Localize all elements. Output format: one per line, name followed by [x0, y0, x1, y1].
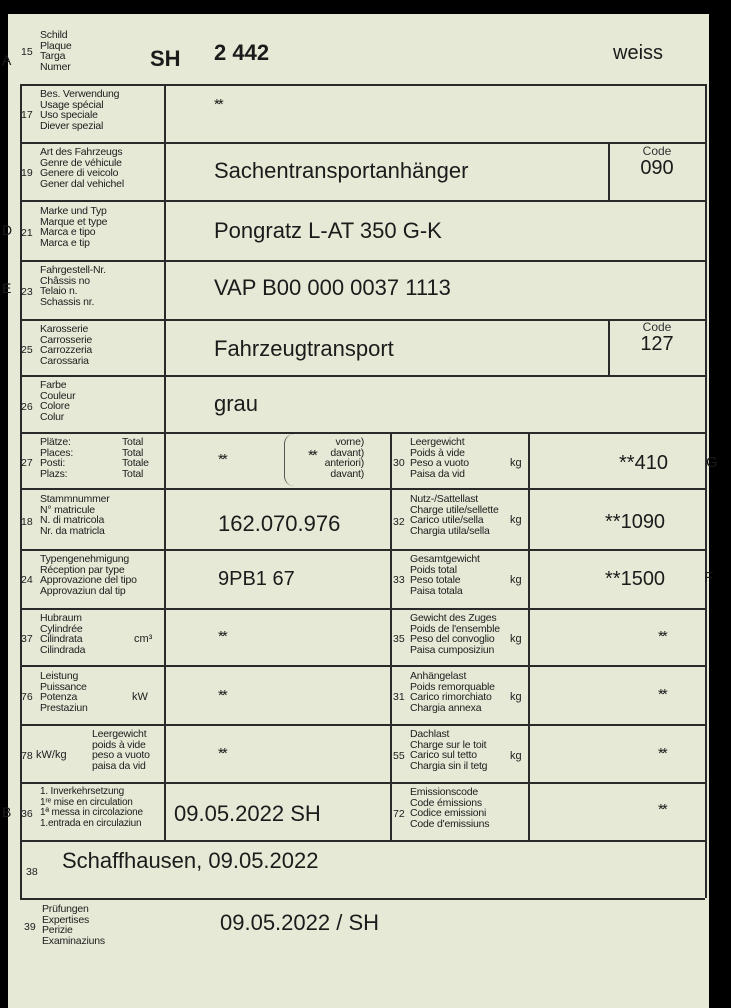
field-number: 24	[21, 574, 33, 586]
row-divider	[20, 260, 705, 262]
unit-kw: kW	[132, 691, 148, 703]
field-label-colour: Farbe Couleur Colore Colur	[40, 379, 76, 423]
seats-front-bracket	[284, 434, 295, 486]
place-date-value: Schaffhausen, 09.05.2022	[62, 848, 319, 873]
field-number: 18	[21, 516, 33, 528]
vehicle-kind-code: Code 090	[640, 144, 674, 179]
field-number: 32	[393, 516, 405, 528]
plate-number: 2 442	[214, 40, 270, 65]
body-code: Code 127	[640, 320, 674, 355]
row-divider	[20, 84, 705, 86]
emission-code-value: **	[658, 801, 666, 818]
roof-load-value: **	[658, 745, 666, 762]
field-number: 15	[21, 46, 33, 58]
total-weight-value: **1500	[605, 568, 666, 590]
row-divider	[20, 724, 705, 726]
row-divider	[20, 488, 705, 490]
field-number: 39	[24, 921, 36, 933]
field-label-power-weight: Leergewicht poids à vide peso a vuoto paisa da vid	[92, 728, 150, 772]
field-label-train-weight: Gewicht des Zuges Poids de l'ensemble Peso del convoglio Paisa cumposiziun	[410, 612, 500, 656]
field-label-base-number: Stammnummer N° matricule N. di matricola Nr. da matricla	[40, 493, 110, 537]
row-divider	[20, 898, 705, 900]
field-number: 27	[21, 457, 33, 469]
inspections-value: 09.05.2022 / SH	[220, 910, 380, 935]
seats-total-value: **	[218, 451, 226, 468]
field-label-displacement: Hubraum Cylindrée Cilindrata Cilindrada	[40, 612, 86, 656]
field-label-chassis: Fahrgestell-Nr. Châssis no Telaio n. Schassis nr.	[40, 264, 106, 308]
field-number: 25	[21, 344, 33, 356]
make-type-value: Pongratz L-AT 350 G-K	[214, 218, 442, 243]
field-label-roof-load: Dachlast Charge sur le toit Carico sul tetto Chargia sin il tetg	[410, 728, 488, 772]
payload-value: **1090	[605, 511, 666, 533]
special-use-value: **	[214, 96, 222, 113]
field-label-type-approval: Typengenehmigung Réception par type Approvazione del tipo Approvaziun dal tip	[40, 553, 137, 597]
field-label-total-weight: Gesamtgewicht Poids total Peso totale Paisa totala	[410, 553, 480, 597]
margin-letter-f: F	[704, 569, 714, 586]
field-label-emission-code: Emissionscode Code émissions Codice emissioni Code d'emissiuns	[410, 786, 490, 830]
row-divider	[20, 782, 705, 784]
field-number: 76	[21, 691, 33, 703]
row-divider	[20, 665, 705, 667]
field-label-towing-load: Anhängelast Poids remorquable Carico rimorchiato Chargia annexa	[410, 670, 495, 714]
type-approval-value: 9PB1 67	[218, 568, 295, 590]
field-label-seats-total: Total Total Totale Total	[122, 436, 149, 480]
field-number: 31	[393, 691, 405, 703]
row-divider	[20, 840, 705, 842]
field-number: 23	[21, 286, 33, 298]
row-divider	[20, 142, 705, 144]
margin-letter-e: E	[2, 280, 12, 296]
empty-weight-value: **410	[619, 452, 668, 474]
field-number: 19	[21, 167, 33, 179]
field-number: 21	[21, 227, 33, 239]
field-label-seats-front: vorne) davant) anteriori) davant)	[324, 436, 364, 480]
field-label-special-use: Bes. Verwendung Usage spécial Uso speciale Diever spezial	[40, 88, 120, 132]
unit-kg: kg	[510, 457, 522, 469]
unit-kg: kg	[510, 514, 522, 526]
field-number: 35	[393, 633, 405, 645]
canton-code: SH	[150, 46, 181, 71]
field-label-plate: Schild Plaque Targa Numer	[40, 29, 72, 73]
column-divider	[608, 142, 610, 200]
row-divider	[20, 375, 705, 377]
unit-kg: kg	[510, 574, 522, 586]
field-label-body: Karosserie Carrosserie Carrozzeria Carossaria	[40, 323, 93, 367]
plate-color: weiss	[613, 42, 664, 64]
row-divider	[20, 200, 705, 202]
field-label-empty-weight: Leergewicht Poids à vide Peso a vuoto Paisa da vid	[410, 436, 469, 480]
base-number-value: 162.070.976	[218, 511, 341, 536]
train-weight-value: **	[658, 628, 666, 645]
margin-letter-d: D	[2, 222, 13, 238]
displacement-value: **	[218, 628, 226, 645]
field-label-power: Leistung Puissance Potenza Prestaziun	[40, 670, 88, 714]
towing-load-value: **	[658, 686, 666, 703]
field-label-vehicle-kind: Art des Fahrzeugs Genre de véhicule Genere di veicolo Gener dal vehichel	[40, 146, 124, 190]
field-number: 36	[21, 808, 33, 820]
column-divider	[705, 84, 707, 898]
field-label-first-registration: 1. Inverkehrsetzung 1ʳᵉ mise en circulation 1ª messa in circolazione 1.entrada en circulaziun	[40, 786, 143, 829]
field-label-make-type: Marke und Typ Marque et type Marca e tipo Marca e tip	[40, 205, 108, 249]
field-label-payload: Nutz-/Sattellast Charge utile/sellette Carico utile/sella Chargia utila/sella	[410, 493, 499, 537]
unit-kg: kg	[510, 750, 522, 762]
unit-kg: kg	[510, 691, 522, 703]
field-number: 33	[393, 574, 405, 586]
margin-letter-g: G	[706, 454, 718, 471]
column-divider	[528, 432, 530, 840]
field-number: 30	[393, 457, 405, 469]
row-divider	[20, 608, 705, 610]
seats-front-value: **	[308, 447, 316, 464]
column-divider	[608, 319, 610, 375]
power-weight-unit: kW/kg	[36, 749, 67, 761]
row-divider	[20, 319, 705, 321]
column-divider	[20, 84, 22, 898]
field-number: 38	[26, 866, 38, 878]
body-value: Fahrzeugtransport	[214, 336, 394, 361]
column-divider	[164, 84, 166, 840]
chassis-number-value: VAP B00 000 0037 1113	[214, 275, 451, 300]
first-registration-value: 09.05.2022 SH	[174, 801, 321, 826]
vehicle-kind-value: Sachentransportanhänger	[214, 158, 469, 183]
field-label-seats: Plätze: Places: Posti: Plazs:	[40, 436, 74, 480]
vehicle-registration-document	[2, 14, 718, 1008]
row-divider	[20, 432, 705, 434]
power-value: **	[218, 687, 226, 704]
field-number: 55	[393, 750, 405, 762]
margin-letter-a: A	[2, 52, 12, 68]
colour-value: grau	[214, 391, 259, 416]
unit-cm3: cm³	[134, 633, 153, 645]
field-number: 17	[21, 109, 33, 121]
field-label-inspections: Prüfungen Expertises Perizie Examinaziuns	[42, 903, 105, 947]
unit-kg: kg	[510, 633, 522, 645]
power-weight-value: **	[218, 745, 226, 762]
field-number: 72	[393, 808, 405, 820]
column-divider	[390, 432, 392, 840]
field-number: 37	[21, 633, 33, 645]
row-divider	[20, 549, 705, 551]
margin-letter-b: B	[2, 804, 12, 820]
field-number: 26	[21, 401, 33, 413]
field-number: 78	[21, 750, 33, 762]
